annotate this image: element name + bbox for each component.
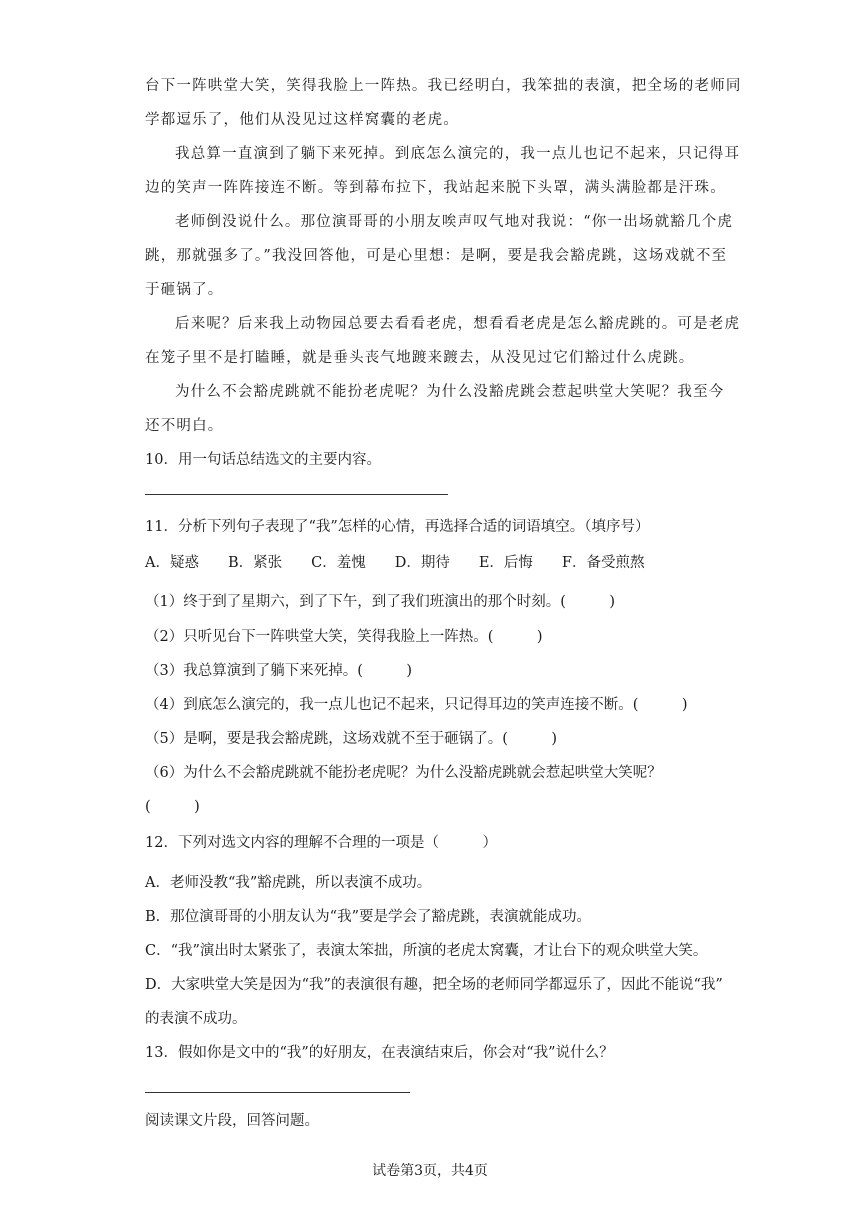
question-12-option: C．“我”演出时太紧张了，表演太笨拙，所演的老虎太窝囊，才让台下的观众哄堂大笑。 [145,943,708,959]
question-11-item: （1）终于到了星期六，到了下午，到了我们班演出的那个时刻。( ) [145,594,616,610]
question-11: 11．分析下列句子表现了“我”怎样的心情，再选择合适的词语填空。（填序号） [145,519,650,535]
answer-line-10[interactable] [145,494,448,495]
question-12-option: B．那位演哥哥的小朋友认为“我”要是学会了豁虎跳，表演就能成功。 [145,909,591,925]
passage-line: 台下一阵哄堂大笑，笑得我脸上一阵热。我已经明白，我笨拙的表演，把全场的老师同 [145,78,742,94]
passage-line: 边的笑声一阵阵接连不断。等到幕布拉下，我站起来脱下头罩，满头满脸都是汗珠。 [145,180,726,196]
passage-line: 跳，那就强多了。”我没回答他，可是心里想：是啊，要是我会豁虎跳，这场戏就不至 [145,248,728,264]
passage-line: 还不明白。 [145,418,224,434]
question-11-options: A．疑惑 B．紧张 C．羞愧 D．期待 E．后悔 F．备受煎熬 [145,555,645,571]
answer-line-13[interactable] [145,1092,410,1093]
passage-line: 老师倒没说什么。那位演哥哥的小朋友唉声叹气地对我说：“你一出场就豁几个虎 [175,214,734,230]
page-footer: 试卷第3页，共4页 [372,1163,488,1179]
question-11-item: （6）为什么不会豁虎跳就不能扮老虎呢？为什么没豁虎跳就会惹起哄堂大笑呢？ [145,765,662,781]
passage-line: 于砸锅了。 [145,282,224,298]
question-11-item: （3）我总算演到了躺下来死掉。( ) [145,663,413,679]
question-12: 12．下列对选文内容的理解不合理的一项是（ ） [145,835,497,851]
question-13: 13．假如你是文中的“我”的好朋友，在表演结束后，你会对“我”说什么？ [145,1045,614,1061]
question-12-option: D．大家哄堂大笑是因为“我”的表演很有趣，把全场的老师同学都逗乐了，因此不能说“我” [145,977,723,993]
question-11-item: ( ) [145,799,200,815]
question-11-item: （4）到底怎么演完的，我一点儿也记不起来，只记得耳边的笑声连接不断。( ) [145,697,688,713]
passage-line: 学都逗乐了，他们从没见过这样窝囊的老虎。 [145,112,459,128]
section-instruction: 阅读课文片段，回答问题。 [145,1113,319,1129]
passage-line: 后来呢？后来我上动物园总要去看看老虎，想看看老虎是怎么豁虎跳的。可是老虎 [175,316,741,332]
question-11-item: （5）是啊，要是我会豁虎跳，这场戏就不至于砸锅了。( ) [145,731,558,747]
question-12-option: 的表演不成功。 [145,1011,247,1027]
passage-line: 为什么不会豁虎跳就不能扮老虎呢？为什么没豁虎跳会惹起哄堂大笑呢？我至今 [175,384,725,400]
passage-line: 在笼子里不是打瞌睡，就是垂头丧气地踱来踱去，从没见过它们豁过什么虎跳。 [145,350,695,366]
question-11-item: （2）只听见台下一阵哄堂大笑，笑得我脸上一阵热。( ) [145,629,543,645]
question-10: 10．用一句话总结选文的主要内容。 [145,452,381,468]
question-12-option: A．老师没教“我”豁虎跳，所以表演不成功。 [145,875,432,891]
passage-line: 我总算一直演到了躺下来死掉。到底怎么演完的，我一点儿也记不起来，只记得耳 [175,146,741,162]
